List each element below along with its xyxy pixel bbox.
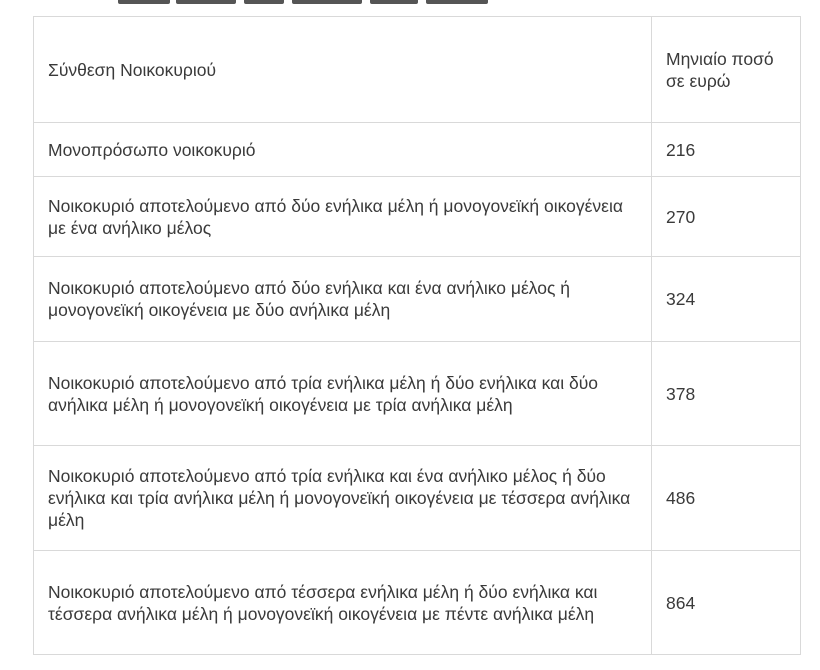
table-row — [34, 342, 801, 446]
cropped-glyph — [370, 0, 418, 4]
cropped-glyph — [244, 0, 284, 4]
table-row — [34, 177, 801, 257]
household-composition-cell: Νοικοκυριό αποτελούμενο από τρία ενήλικα μέλη ή δύο ενήλικα και δύο ανήλικα μέλη ή μονογονεϊκή οικογένεια με τρία ανήλικα μέλη — [34, 342, 652, 446]
monthly-amount-cell: 270 — [652, 177, 801, 257]
household-composition-cell: Νοικοκυριό αποτελούμενο από δύο ενήλικα μέλη ή μονογονεϊκή οικογένεια με ένα ανήλικο μέλος — [34, 177, 652, 257]
monthly-amount-cell: 864 — [652, 551, 801, 655]
cropped-glyph — [118, 0, 170, 4]
monthly-amount-cell: 486 — [652, 446, 801, 551]
monthly-amount-cell: 378 — [652, 342, 801, 446]
household-composition-cell: Νοικοκυριό αποτελούμενο από τρία ενήλικα και ένα ανήλικο μέλος ή δύο ενήλικα και τρία ανήλικα μέλη ή μονογονεϊκή οικογένεια με τέσσερα ανήλικα μέλη — [34, 446, 652, 551]
cropped-glyph — [176, 0, 236, 4]
header-monthly-amount: Μηνιαίο ποσό σε ευρώ — [652, 17, 801, 123]
table-row — [34, 446, 801, 551]
household-composition-cell: Νοικοκυριό αποτελούμενο από τέσσερα ενήλικα μέλη ή δύο ενήλικα και τέσσερα ανήλικα μέλη ή μονογονεϊκή οικογένεια με πέντε ανήλικα μέλη — [34, 551, 652, 655]
table-row — [34, 551, 801, 655]
cropped-glyph — [426, 0, 488, 4]
household-composition-cell: Νοικοκυριό αποτελούμενο από δύο ενήλικα και ένα ανήλικο μέλος ή μονογονεϊκή οικογένεια με δύο ανήλικα μέλη — [34, 257, 652, 342]
cropped-text-line — [0, 0, 820, 8]
cropped-glyph — [292, 0, 362, 4]
table-row — [34, 257, 801, 342]
table-row — [34, 123, 801, 177]
benefit-amount-table — [33, 16, 801, 655]
header-household-composition: Σύνθεση Νοικοκυριού — [34, 17, 652, 123]
table-header-row — [34, 17, 801, 123]
monthly-amount-cell: 324 — [652, 257, 801, 342]
monthly-amount-cell: 216 — [652, 123, 801, 177]
household-composition-cell: Μονοπρόσωπο νοικοκυριό — [34, 123, 652, 177]
